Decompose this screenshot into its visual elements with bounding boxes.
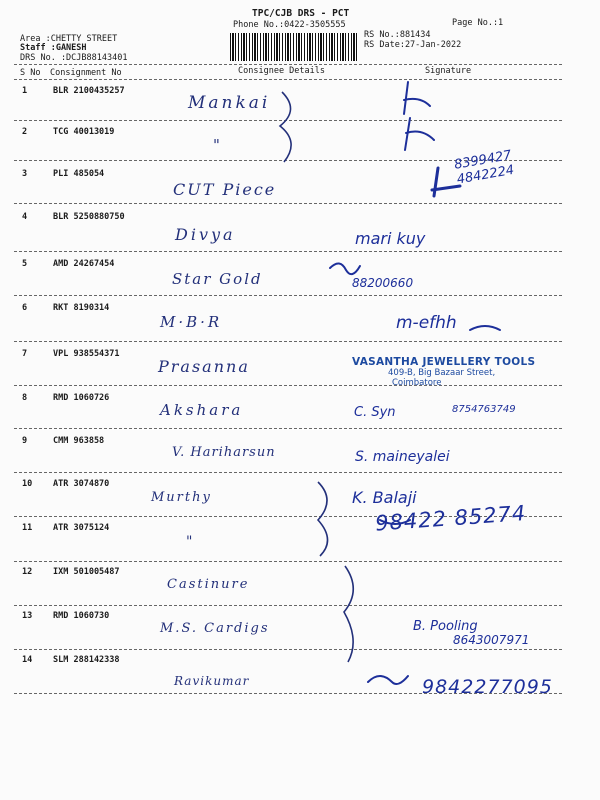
stamp-line2: 409-B, Big Bazaar Street, xyxy=(388,368,496,378)
stamp-line3: Coimbatore xyxy=(392,378,442,388)
row-sno: 14 xyxy=(22,655,33,665)
row-sno: 5 xyxy=(22,259,28,269)
row-consignment: AMD 24267454 xyxy=(53,259,115,269)
row-consignment: CMM 963858 xyxy=(53,436,105,446)
page-number: Page No.:1 xyxy=(452,18,504,28)
row-consignee: Castinure xyxy=(167,577,250,592)
row-signature: mari kuy xyxy=(355,229,426,248)
row-signature: B. Pooling xyxy=(413,619,478,634)
drs-number: DRS No. :DCJB88143401 xyxy=(20,53,128,63)
row-consignee: Ravikumar xyxy=(174,674,250,688)
col-consignee: Consignee Details xyxy=(238,66,325,76)
row-sno: 1 xyxy=(22,86,28,96)
row-consignee: Prasanna xyxy=(158,357,250,376)
row-consignee: " xyxy=(213,136,220,154)
row-consignment: RMD 1060730 xyxy=(53,611,110,621)
row-signature: C. Syn xyxy=(354,405,396,420)
row-consignee: Mankai xyxy=(188,93,271,113)
row-extra: 98422 85274 xyxy=(374,501,527,536)
stamp-line1: VASANTHA JEWELLERY TOOLS xyxy=(352,356,536,368)
row-consignment: ATR 3074870 xyxy=(53,479,110,489)
row-consignment: BLR 5250880750 xyxy=(53,212,125,222)
row-consignee: M·B·R xyxy=(160,313,223,331)
row-consignment: SLM 288142338 xyxy=(53,655,120,665)
row-signature: K. Balaji xyxy=(352,488,417,507)
row-signature: S. maineyalei xyxy=(355,449,450,465)
row-sno: 7 xyxy=(22,349,28,359)
row-sno: 2 xyxy=(22,127,28,137)
rs-number: RS No.:881434 xyxy=(364,30,431,40)
row-extra: 8754763749 xyxy=(452,404,516,415)
row-consignment: IXM 501005487 xyxy=(53,567,120,577)
row-consignment: VPL 938554371 xyxy=(53,349,120,359)
rs-date: RS Date:27-Jan-2022 xyxy=(364,40,462,50)
row-sno: 4 xyxy=(22,212,28,222)
row-consignment: ATR 3075124 xyxy=(53,523,110,533)
row-extra: 9842277095 xyxy=(422,676,553,698)
row-sno: 13 xyxy=(22,611,33,621)
col-consignment: Consignment No xyxy=(50,68,122,78)
phone-number: Phone No.:0422-3505555 xyxy=(233,20,346,30)
row-extra: 8643007971 xyxy=(453,633,530,647)
staff-label: Staff :GANESH xyxy=(20,43,87,53)
row-consignee: " xyxy=(186,534,193,550)
company-stamp xyxy=(352,356,567,388)
row-consignment: RKT 8190314 xyxy=(53,303,110,313)
row-sno: 12 xyxy=(22,567,33,577)
row-sno: 8 xyxy=(22,393,28,403)
col-signature: Signature xyxy=(425,66,472,76)
row-extra: 88200660 xyxy=(352,276,414,290)
row-consignee: CUT Piece xyxy=(173,180,277,199)
row-consignee: M.S. Cardigs xyxy=(160,621,270,636)
col-sno: S No xyxy=(20,68,41,78)
row-sno: 11 xyxy=(22,523,33,533)
document-title: TPC/CJB DRS - PCT xyxy=(252,8,350,19)
row-consignment: TCG 40013019 xyxy=(53,127,115,137)
row-extra: 8399427 4842224 xyxy=(453,147,516,188)
area-label: Area :CHETTY STREET xyxy=(20,34,118,44)
row-sno: 6 xyxy=(22,303,28,313)
row-consignee: Murthy xyxy=(151,490,212,505)
row-consignee: Star Gold xyxy=(172,270,263,288)
row-sno: 10 xyxy=(22,479,33,489)
row-consignment: RMD 1060726 xyxy=(53,393,110,403)
row-consignee: V. Hariharsun xyxy=(172,445,276,460)
row-consignee: Divya xyxy=(175,225,236,244)
row-consignee: Akshara xyxy=(160,401,244,419)
row-signature: m-efhh xyxy=(396,313,457,333)
row-consignment: PLI 485054 xyxy=(53,169,105,179)
row-sno: 9 xyxy=(22,436,28,446)
row-consignment: BLR 2100435257 xyxy=(53,86,125,96)
row-sno: 3 xyxy=(22,169,28,179)
